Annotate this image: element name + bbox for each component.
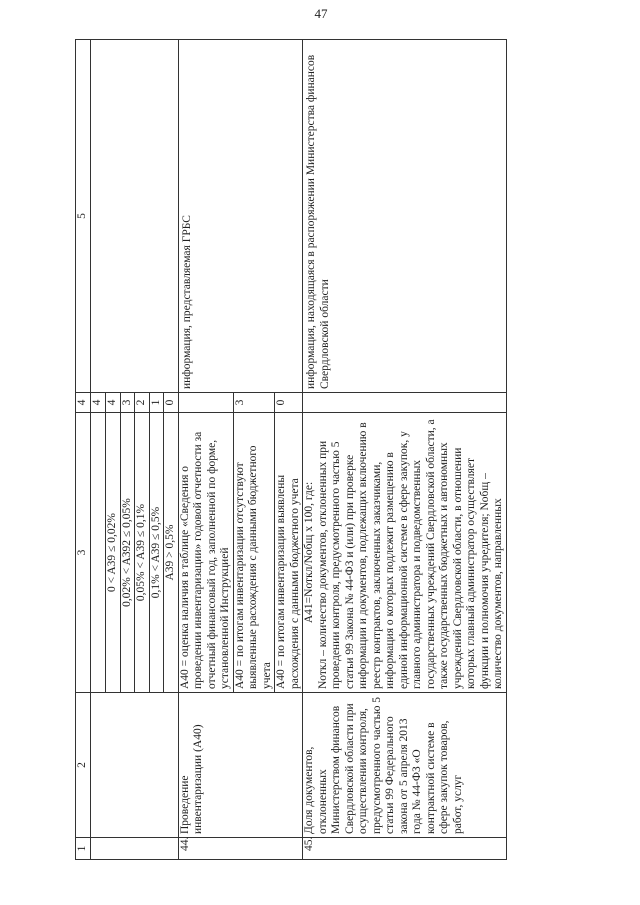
formula: А41=Nоткл/Nобщ x 100, где: — [303, 481, 315, 624]
header-col-5: 5 — [76, 40, 91, 393]
score-cell: 0 — [275, 393, 303, 413]
row-number: 45. — [303, 838, 507, 860]
indicator-name: Доля документов, отклоненных Министерством финансов Свердловской области при осуществлении контроля, предусмотренного частью 5 статьи 99 Федерального закона от 5 апреля 2013 года № 44-ФЗ «О контрактной системе в сфере закупок товаров, работ, услуг — [303, 693, 507, 838]
table-row — [178, 40, 233, 860]
data-source: информация, представляемая ГРБС — [178, 40, 303, 393]
score-cell: 1 — [149, 393, 164, 413]
condition-cell: 0,05% < A39 ≤ 0,1% — [135, 413, 150, 693]
indicator-name: Проведение инвентаризации (А40) — [178, 693, 303, 838]
condition-cell: А40 = оценка наличия в таблице «Сведения о проведении инвентаризации» годовой отчетности за отчетный финансовый год, заполненной по форме, установленной Инструкцией — [178, 413, 233, 693]
page-number: 47 — [314, 6, 328, 21]
data-source: информация, находящаяся в распоряжении Министерства финансов Свердловской области — [303, 40, 507, 393]
score-cell: 2 — [135, 393, 150, 413]
formula-cell — [303, 413, 507, 693]
condition-cell: 0,02% < A392 ≤ 0,05% — [120, 413, 135, 693]
score-cell: 3 — [120, 393, 135, 413]
score-cell: 0 — [164, 393, 179, 413]
score-cell: 3 — [233, 393, 275, 413]
condition-cell: 0 < A39 ≤ 0,02% — [106, 413, 121, 693]
formula-description: Nоткл – количество документов, отклоненных при проведении контроля, предусмотренного частью 5 статьи 99 Закона № 44-ФЗ и (или) при проверке информации и документов, подлежащих включению в реестр контрактов, заключенных заказчиками, информация о которых подлежит размещению в единой информационной системе в сфере закупок, у главного администратора и подведомственных государственных учреждений Свердловской области, а также государственных бюджетных и автономных учреждений Свердловской области, в отношении которых главный администратор осуществляет функции и полномочия учредителя; Nобщ – количество документов, направленных — [316, 419, 504, 689]
condition-cell: 0,1% < A39 ≤ 0,5% — [149, 413, 164, 693]
condition-cell: А40 = по итогам инвентаризации выявлены расхождения с данными бюджетного учета — [275, 413, 303, 693]
header-col-4: 4 — [76, 393, 91, 413]
row-number: 44. — [178, 838, 303, 860]
condition-cell: A39 > 0,5% — [164, 413, 179, 693]
table-row — [91, 40, 106, 860]
criteria-table — [75, 39, 507, 860]
condition-cell: А40 = по итогам инвентаризации отсутствуют выявленные расхождения с данными бюджетного учета — [233, 413, 275, 693]
header-col-1: 1 — [76, 838, 91, 860]
table-row — [303, 40, 507, 860]
score-cell: 4 — [106, 393, 121, 413]
rotated-table-container — [75, 40, 613, 860]
header-col-3: 3 — [76, 413, 91, 693]
header-row — [76, 40, 91, 860]
header-col-2: 2 — [76, 693, 91, 838]
score-cell: 4 — [91, 393, 106, 413]
